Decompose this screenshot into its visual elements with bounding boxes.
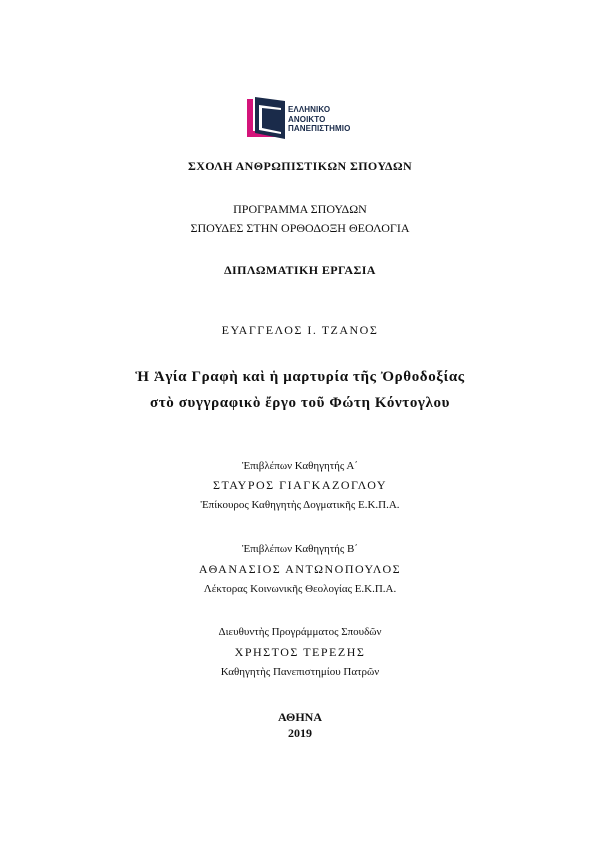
supervisor-a-role: Ἐπιβλέπων Καθηγητής Α΄	[241, 460, 359, 472]
thesis-title-line-2: στὸ συγγραφικὸ ἔργο τοῦ Φώτη Κόντογλου	[150, 395, 450, 411]
supervisor-a-position: Ἐπίκουρος Καθηγητὴς Δογματικῆς Ε.Κ.Π.Α.	[200, 499, 400, 511]
logo-line-1: ΕΛΛΗΝΙΚΟ	[288, 105, 331, 114]
program-subtitle: ΣΠΟΥΔΕΣ ΣΤΗΝ ΟΡΘΟΔΟΞΗ ΘΕΟΛΟΓΙΑ	[190, 221, 410, 235]
author-name: ΕΥΑΓΓΕΛΟΣ Ι. ΤΖΑΝΟΣ	[221, 323, 379, 337]
director-position: Καθηγητὴς Πανεπιστημίου Πατρῶν	[220, 666, 380, 678]
supervisor-b-name: ΑΘΑΝΑΣΙΟΣ ΑΝΤΩΝΟΠΟΥΛΟΣ	[198, 562, 402, 576]
director-name: ΧΡΗΣΤΟΣ ΤΕΡΕΖΗΣ	[234, 645, 366, 659]
place: ΑΘΗΝΑ	[278, 710, 322, 724]
school-name: ΣΧΟΛΗ ΑΝΘΡΩΠΙΣΤΙΚΩΝ ΣΠΟΥΔΩΝ	[187, 159, 413, 173]
logo-line-2: ΑΝΟΙΚΤΟ	[288, 114, 326, 124]
university-logo-text	[288, 105, 350, 134]
document-type: ΔΙΠΛΩΜΑΤΙΚΗ ΕΡΓΑΣΙΑ	[224, 263, 376, 277]
university-logo	[246, 96, 361, 140]
logo-line-3: ΠΑΝΕΠΙΣΤΗΜΙΟ	[288, 124, 351, 133]
university-logo-icon	[246, 96, 286, 140]
supervisor-a-name: ΣΤΑΥΡΟΣ ΓΙΑΓΚΑΖΟΓΛΟΥ	[212, 478, 388, 492]
supervisor-b-position: Λέκτορας Κοινωνικῆς Θεολογίας Ε.Κ.Π.Α.	[203, 583, 397, 595]
program-title: ΠΡΟΓΡΑΜΜΑ ΣΠΟΥΔΩΝ	[233, 202, 367, 216]
supervisor-b-role: Ἐπιβλέπων Καθηγητής Β΄	[241, 543, 359, 555]
year: 2019	[288, 726, 312, 740]
thesis-title-line-1: Ἡ Ἁγία Γραφὴ καὶ ἡ μαρτυρία τῆς Ὀρθοδοξίας	[135, 369, 465, 385]
director-role: Διευθυντὴς Προγράμματος Σπουδῶν	[218, 626, 382, 638]
